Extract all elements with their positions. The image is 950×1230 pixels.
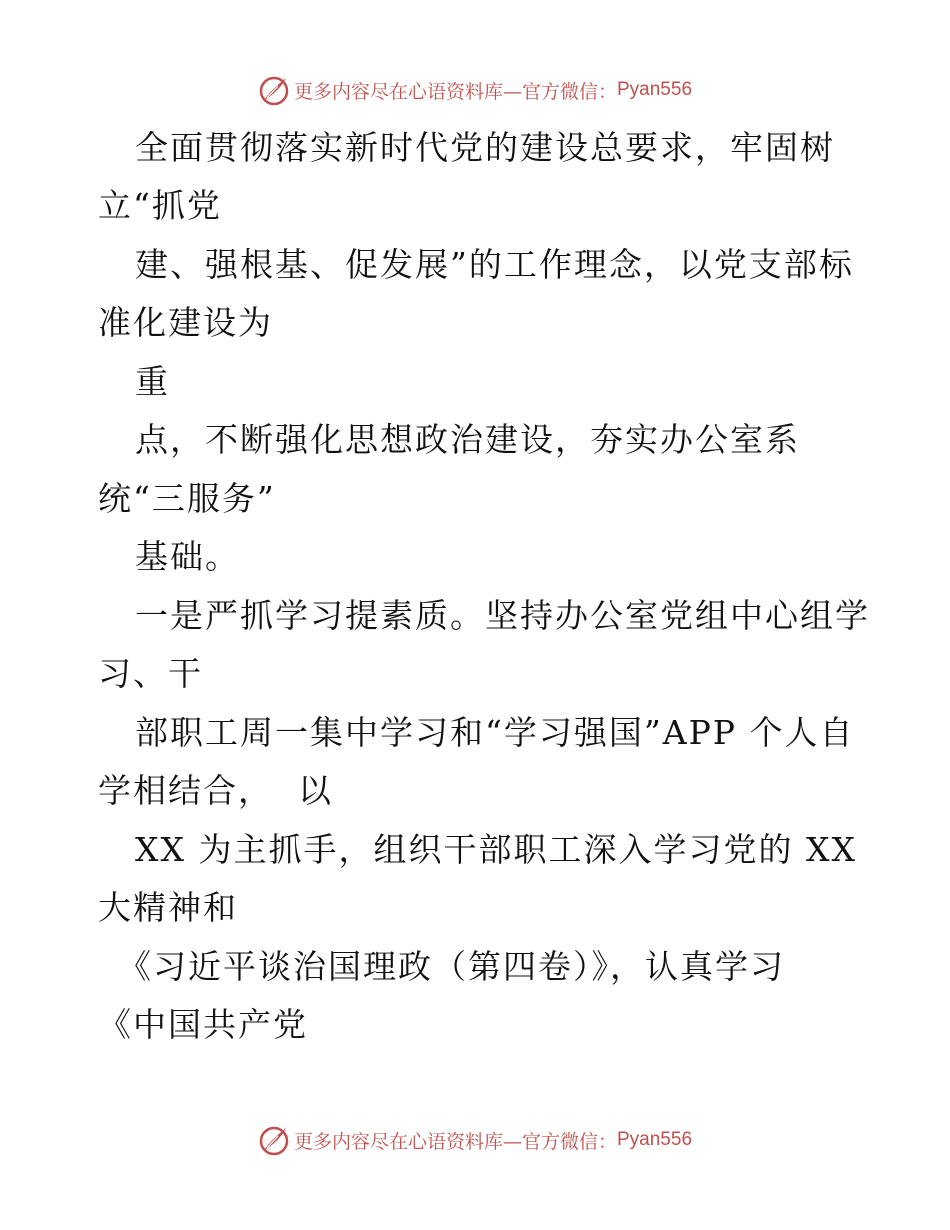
text-line: 学相结合， 以 [98, 771, 333, 810]
text-line: 部职工周一集中学习和“学习强国”APP 个人自 [135, 713, 855, 752]
header-wechat-id: Pyan556 [617, 79, 693, 100]
text-line: 统“三服务” [98, 479, 276, 518]
text-line: 习、干 [98, 654, 203, 693]
text-line: 点，不断强化思想政治建设，夯实办公室系 [135, 420, 800, 459]
text-line: 全面贯彻落实新时代党的建设总要求，牢固树 [135, 128, 835, 167]
header-banner [0, 70, 950, 110]
text-line: 《中国共产党 [98, 1005, 308, 1044]
text-line: 基础。 [135, 537, 240, 576]
footer-wechat-id: Pyan556 [617, 1129, 693, 1150]
quill-logo-icon [258, 1124, 290, 1156]
footer-text: 更多内容尽在心语资料库—官方微信： [293, 1130, 617, 1153]
text-line: 准化建设为 [98, 303, 273, 342]
text-line: 一是严抓学习提素质。坚持办公室党组中心组学 [135, 596, 870, 635]
text-line: 重 [135, 362, 170, 401]
text-line: XX 为主抓手，组织干部职工深入学习党的 XX [135, 830, 857, 869]
footer-banner [0, 1120, 950, 1160]
text-line: 立“抓党 [98, 186, 222, 225]
text-line: 大精神和 [98, 888, 238, 927]
text-line: 建、强根基、促发展”的工作理念，以党支部标 [135, 245, 854, 284]
quill-logo-icon [258, 74, 290, 106]
text-line: 《习近平谈治国理政（第四卷）》，认真学习 [118, 947, 785, 986]
header-text: 更多内容尽在心语资料库—官方微信： [293, 80, 617, 103]
